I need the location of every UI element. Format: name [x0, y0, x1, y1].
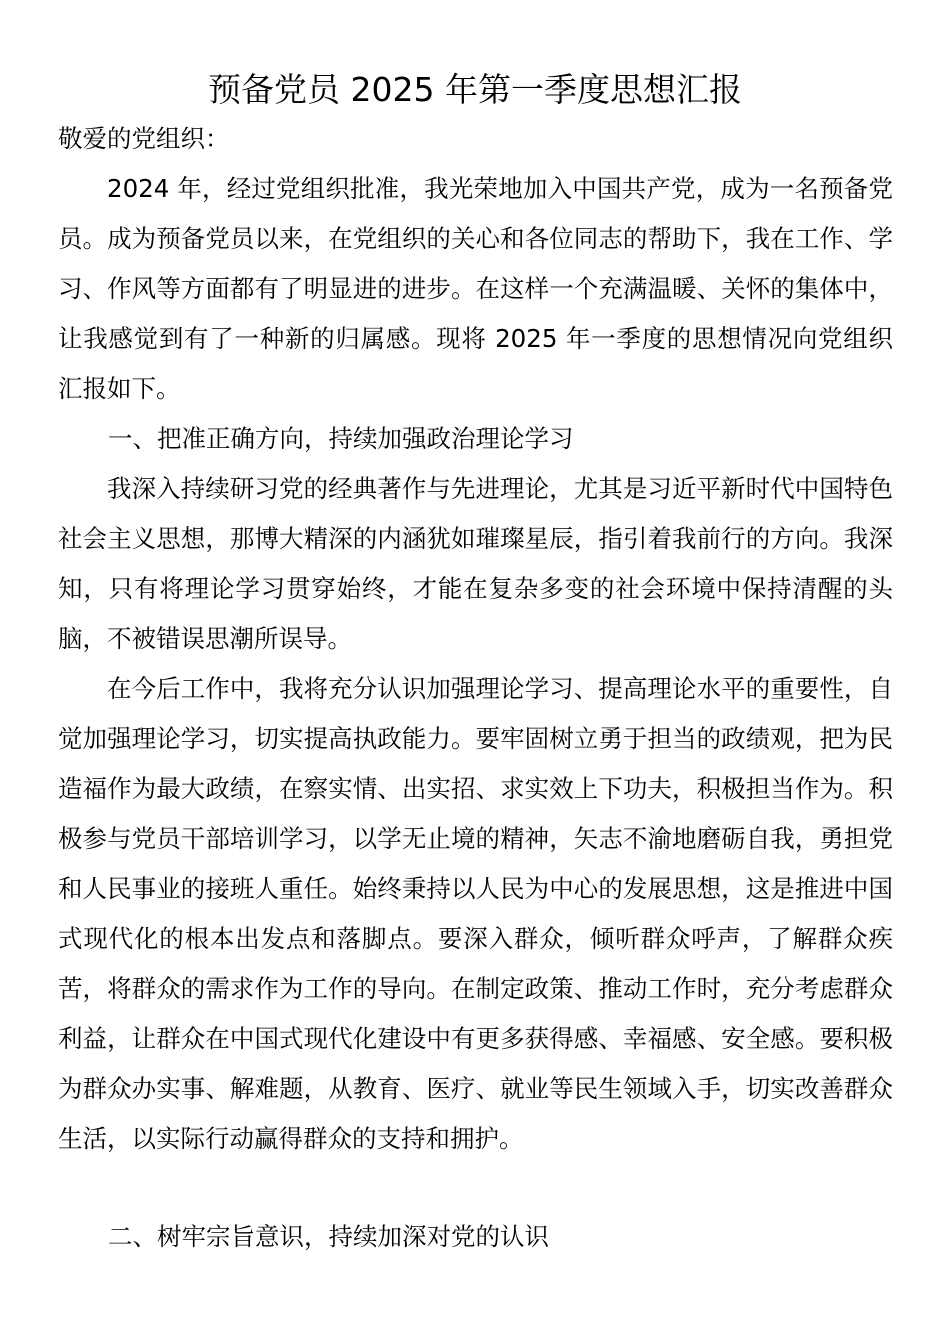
paragraph-theory-study: [58, 464, 893, 664]
paragraph-text: 我深入持续研习党的经典著作与先进理论，尤其是习近平新时代中国特色社会主义思想，那博大精深的内涵犹如璀璨星辰，指引着我前行的方向。我深知，只有将理论学习贯穿始终，才能在复杂多变的社会环境中保持清醒的头脑，不被错误思潮所误导。: [58, 474, 893, 653]
paragraph-text: 2024 年，经过党组织批准，我光荣地加入中国共产党，成为一名预备党员。成为预备党员以来，在党组织的关心和各位同志的帮助下，我在工作、学习、作风等方面都有了明显进的进步。在这样一个充满温暖、关怀的集体中，让我感觉到有了一种新的归属感。现将 2025 年一季度的思想情况向党组织汇报如下。: [58, 174, 893, 403]
section-heading-2: 二、树牢宗旨意识，持续加深对党的认识: [108, 1222, 549, 1251]
salutation: 敬爱的党组织：: [58, 124, 230, 153]
document-title: 预备党员 2025 年第一季度思想汇报: [208, 70, 742, 109]
paragraph-intro: [58, 164, 893, 414]
section-heading-1: 一、把准正确方向，持续加强政治理论学习: [108, 424, 574, 453]
paragraph-text: 在今后工作中，我将充分认识加强理论学习、提高理论水平的重要性，自觉加强理论学习，切实提高执政能力。要牢固树立勇于担当的政绩观，把为民造福作为最大政绩，在察实情、出实招、求实效上下功夫，积极担当作为。积极参与党员干部培训学习，以学无止境的精神，矢志不渝地磨砺自我，勇担党和人民事业的接班人重任。始终秉持以人民为中心的发展思想，这是推进中国式现代化的根本出发点和落脚点。要深入群众，倾听群众呼声，了解群众疾苦，将群众的需求作为工作的导向。在制定政策、推动工作时，充分考虑群众利益，让群众在中国式现代化建设中有更多获得感、幸福感、安全感。要积极为群众办实事、解难题，从教育、医疗、就业等民生领域入手，切实改善群众生活，以实际行动赢得群众的支持和拥护。: [58, 674, 893, 1153]
paragraph-future-work: [58, 664, 893, 1164]
